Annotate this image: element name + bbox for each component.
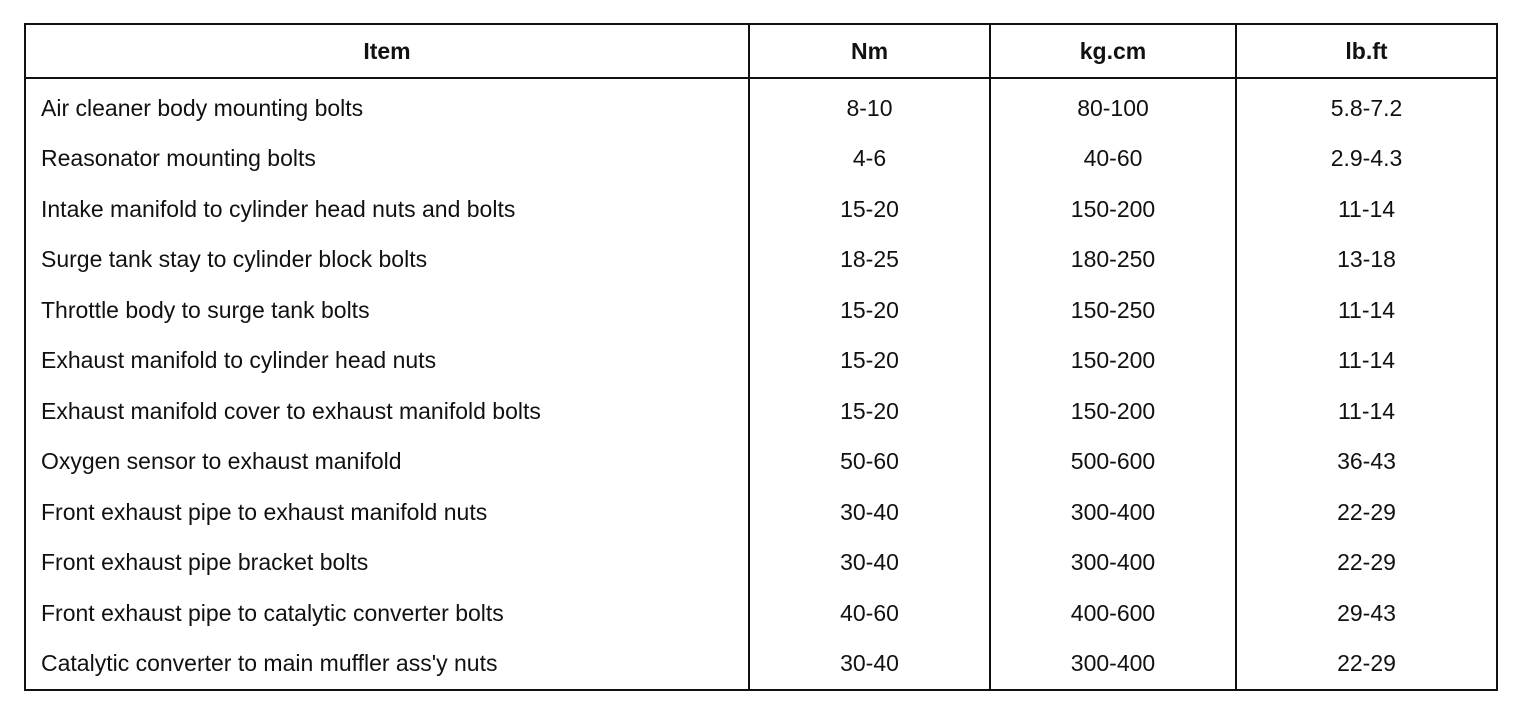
item-cell: Air cleaner body mounting bolts	[41, 94, 364, 121]
nm-cell: 15-20	[749, 386, 990, 437]
nm-cell: 15-20	[749, 285, 990, 336]
table-row	[25, 538, 1497, 589]
item-cell: Exhaust manifold cover to exhaust manifold bolts	[41, 397, 541, 424]
item-cell: Oxygen sensor to exhaust manifold	[41, 448, 402, 475]
lbft-cell: 22-29	[1236, 487, 1497, 538]
lbft-cell: 13-18	[1236, 235, 1497, 286]
table-header	[25, 24, 1497, 78]
item-cell: Front exhaust pipe to catalytic converter bolts	[41, 599, 504, 626]
kgcm-cell: 400-600	[990, 588, 1236, 639]
lbft-cell: 5.8-7.2	[1236, 78, 1497, 134]
header-lbft: lb.ft	[1236, 24, 1497, 78]
kgcm-cell: 300-400	[990, 538, 1236, 589]
table-row	[25, 134, 1497, 185]
table-row	[25, 487, 1497, 538]
table-row	[25, 285, 1497, 336]
item-cell: Reasonator mounting bolts	[41, 145, 316, 172]
table-row	[25, 437, 1497, 488]
item-cell: Catalytic converter to main muffler ass'y nuts	[41, 650, 498, 677]
nm-cell: 8-10	[749, 78, 990, 134]
header-row	[25, 24, 1497, 78]
header-item: Item	[25, 24, 749, 78]
table-row	[25, 336, 1497, 387]
item-cell: Intake manifold to cylinder head nuts and bolts	[41, 195, 516, 222]
lbft-cell: 29-43	[1236, 588, 1497, 639]
table-row	[25, 639, 1497, 691]
kgcm-cell: 80-100	[990, 78, 1236, 134]
item-cell: Throttle body to surge tank bolts	[41, 296, 370, 323]
header-kgcm: kg.cm	[990, 24, 1236, 78]
nm-cell: 4-6	[749, 134, 990, 185]
table-row	[25, 235, 1497, 286]
kgcm-cell: 500-600	[990, 437, 1236, 488]
item-cell: Surge tank stay to cylinder block bolts	[41, 246, 428, 273]
lbft-cell: 22-29	[1236, 538, 1497, 589]
kgcm-cell: 150-200	[990, 336, 1236, 387]
kgcm-cell: 150-200	[990, 184, 1236, 235]
lbft-cell: 11-14	[1236, 386, 1497, 437]
lbft-cell: 11-14	[1236, 285, 1497, 336]
lbft-cell: 11-14	[1236, 336, 1497, 387]
table-row	[25, 78, 1497, 134]
kgcm-cell: 40-60	[990, 134, 1236, 185]
header-nm: Nm	[749, 24, 990, 78]
nm-cell: 30-40	[749, 639, 990, 691]
item-cell: Front exhaust pipe to exhaust manifold nuts	[41, 498, 488, 525]
item-cell: Exhaust manifold to cylinder head nuts	[41, 347, 437, 374]
lbft-cell: 11-14	[1236, 184, 1497, 235]
nm-cell: 40-60	[749, 588, 990, 639]
kgcm-cell: 150-250	[990, 285, 1236, 336]
kgcm-cell: 300-400	[990, 639, 1236, 691]
table-row	[25, 588, 1497, 639]
nm-cell: 15-20	[749, 336, 990, 387]
torque-spec-table	[24, 23, 1498, 691]
table-body	[25, 78, 1497, 690]
lbft-cell: 36-43	[1236, 437, 1497, 488]
lbft-cell: 22-29	[1236, 639, 1497, 691]
nm-cell: 15-20	[749, 184, 990, 235]
table-row	[25, 184, 1497, 235]
table-row	[25, 386, 1497, 437]
nm-cell: 30-40	[749, 487, 990, 538]
nm-cell: 30-40	[749, 538, 990, 589]
nm-cell: 18-25	[749, 235, 990, 286]
kgcm-cell: 180-250	[990, 235, 1236, 286]
kgcm-cell: 150-200	[990, 386, 1236, 437]
nm-cell: 50-60	[749, 437, 990, 488]
item-cell: Front exhaust pipe bracket bolts	[41, 549, 369, 576]
kgcm-cell: 300-400	[990, 487, 1236, 538]
lbft-cell: 2.9-4.3	[1236, 134, 1497, 185]
